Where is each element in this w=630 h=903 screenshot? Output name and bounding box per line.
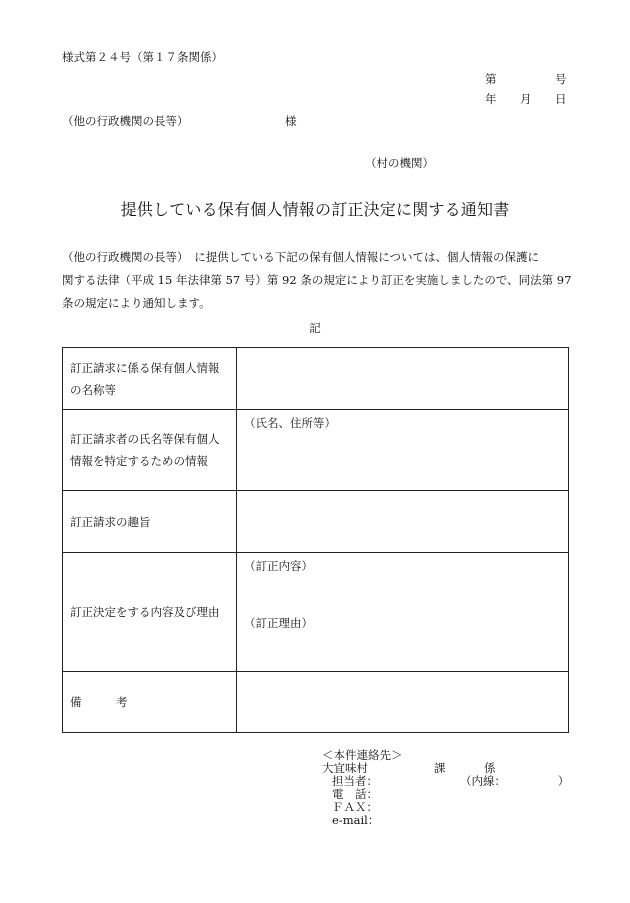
contact-section: 課 (434, 761, 446, 775)
table-row (63, 672, 569, 733)
row-label: 訂正請求に係る保有個人情報の名称等 (63, 348, 237, 410)
date-month: 月 (520, 92, 532, 106)
contact-village: 大宜味村 (322, 761, 368, 775)
table-row (63, 348, 569, 410)
row-label: 備 考 (63, 672, 237, 733)
date-year: 年 (485, 92, 497, 106)
addressee: （他の行政機関の長等） (62, 114, 189, 128)
row-content (237, 348, 569, 410)
contact-fax-label: ＦＡＸ： (332, 800, 378, 814)
body-paragraph (62, 246, 572, 315)
number-dai: 第 (485, 72, 497, 86)
correction-content-label: （訂正内容） (244, 559, 313, 573)
row-content: （氏名、住所等） (237, 410, 569, 491)
table-row (63, 410, 569, 491)
correction-reason-label: （訂正理由） (244, 616, 313, 630)
date-day: 日 (555, 92, 567, 106)
number-go: 号 (555, 72, 567, 86)
row-content (237, 553, 569, 672)
ki-heading: 記 (309, 321, 321, 335)
body-line-3: 条の規定により通知します。 (62, 296, 211, 310)
row-label: 訂正請求の趣旨 (63, 491, 237, 553)
row-content (237, 491, 569, 553)
detail-table (62, 347, 569, 733)
sender: （村の機関） (365, 156, 434, 170)
contact-email-label: e-mail： (332, 813, 380, 827)
form-number: 様式第２４号（第１７条関係） (62, 50, 223, 64)
body-line-1: （他の行政機関の長等） に提供している下記の保有個人情報については、個人情報の保護に (62, 250, 540, 264)
body-line-2: 関する法律（平成 15 年法律第 57 号）第 92 条の規定により訂正を実施しましたので、同法第 97 (62, 273, 572, 287)
contact-person-label: 担当者： (332, 774, 378, 788)
addressee-honorific: 様 (285, 114, 297, 128)
contact-unit: 係 (484, 761, 496, 775)
table-row (63, 553, 569, 672)
table-row (63, 491, 569, 553)
row-label: 訂正決定をする内容及び理由 (63, 553, 237, 672)
contact-heading: ＜本件連絡先＞ (322, 748, 403, 762)
contact-phone-label: 電 話： (332, 787, 378, 801)
row-content (237, 672, 569, 733)
contact-extension-label: （内線： ） (460, 774, 570, 788)
row-label: 訂正請求者の氏名等保有個人情報を特定するための情報 (63, 410, 237, 491)
document-title: 提供している保有個人情報の訂正決定に関する通知書 (120, 200, 510, 219)
